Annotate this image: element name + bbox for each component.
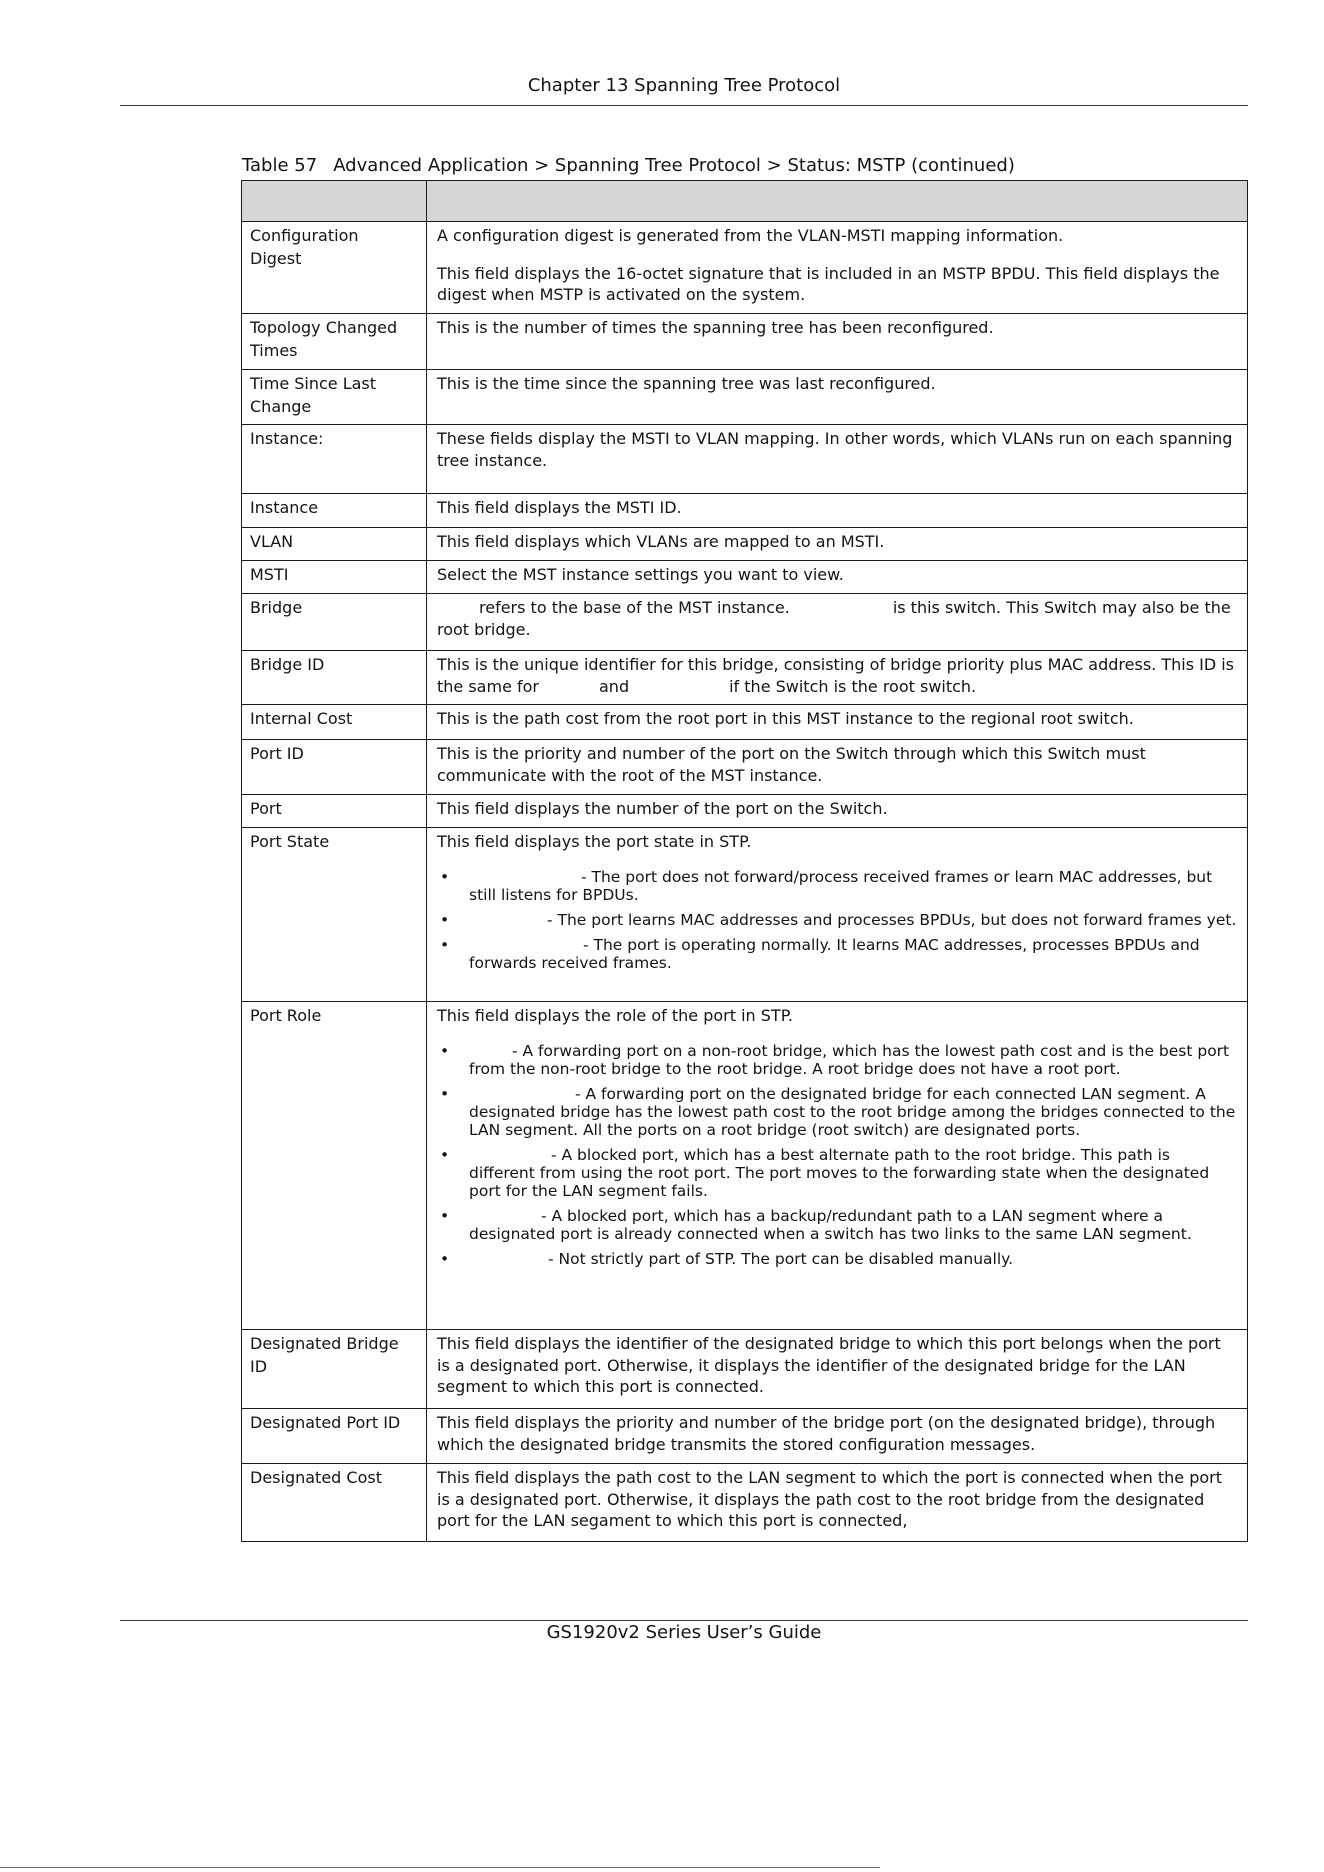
row-label: Bridge ID	[242, 651, 427, 705]
list-item	[437, 936, 1237, 972]
list-item-text: - Not strictly part of STP. The port can be disabled manually.	[548, 1249, 1014, 1268]
list-item	[437, 911, 1237, 929]
row-label: Port Role	[242, 1002, 427, 1330]
description-paragraph: This field displays the role of the port in STP.	[437, 1006, 793, 1025]
bullet-glyph: •	[440, 1206, 450, 1225]
row-label: Bridge	[242, 594, 427, 651]
list-item	[437, 1146, 1237, 1200]
row-description	[427, 1002, 1248, 1330]
blank-term-gap	[629, 691, 729, 692]
list-item-text: - A forwarding port on the designated bridge for each connected LAN segment. A designated bridge has the lowest path cost to the root bridge among the bridges connected to the LAN segment. All the ports on a root bridge (root switch) are designated ports.	[469, 1084, 1236, 1139]
list-item	[437, 1207, 1237, 1243]
row-description	[427, 740, 1248, 795]
description-paragraph: This field displays which VLANs are mapped to an MSTI.	[437, 532, 885, 551]
row-label: VLAN	[242, 528, 427, 561]
blank-term-gap	[469, 1220, 541, 1221]
row-label: Internal Cost	[242, 705, 427, 740]
row-description	[427, 314, 1248, 370]
blank-term-gap	[469, 1159, 551, 1160]
row-label: Designated Port ID	[242, 1409, 427, 1464]
header-cell-label	[242, 181, 427, 222]
bullet-glyph: •	[440, 1249, 450, 1268]
blank-term-gap	[469, 924, 547, 925]
row-label: Port	[242, 795, 427, 828]
table-header-row	[242, 181, 1248, 222]
row-label: Topology Changed Times	[242, 314, 427, 370]
row-instance-section	[242, 425, 1248, 494]
description-paragraph: Select the MST instance settings you want to view.	[437, 565, 844, 584]
list-item-text: - The port learns MAC addresses and processes BPDUs, but does not forward frames yet.	[547, 910, 1237, 929]
row-internal-cost	[242, 705, 1248, 740]
row-description	[427, 494, 1248, 528]
blank-term-gap	[469, 1263, 548, 1264]
row-description	[427, 651, 1248, 705]
row-label: MSTI	[242, 561, 427, 594]
field-description-table	[241, 180, 1248, 1542]
row-label: Configuration Digest	[242, 222, 427, 314]
description-segment: refers to the base of the MST instance.	[479, 598, 790, 617]
row-label: Port ID	[242, 740, 427, 795]
description-paragraph: This is the time since the spanning tree was last reconfigured.	[437, 374, 936, 393]
row-designated-cost	[242, 1464, 1248, 1542]
description-paragraph: This field displays the path cost to the LAN segment to which the port is connected when the port is a designated port. Otherwise, it displays the path cost to the root bridge from the designated port for the LAN segament to which this port is connected,	[437, 1468, 1222, 1531]
list-item	[437, 1250, 1237, 1268]
description-paragraph: This field displays the 16-octet signature that is included in an MSTP BPDU. This field displays the digest when MSTP is activated on the system.	[437, 263, 1220, 305]
row-designated-port-id	[242, 1409, 1248, 1464]
header-rule	[120, 105, 1248, 106]
bullet-glyph: •	[440, 935, 450, 954]
row-label: Time Since Last Change	[242, 370, 427, 425]
row-description	[427, 828, 1248, 1002]
row-label: Designated Bridge ID	[242, 1330, 427, 1409]
description-segment: is this switch. This Switch may also be the root bridge.	[437, 598, 1231, 639]
blank-term-gap	[469, 1055, 512, 1056]
list-item-text: - A blocked port, which has a best alternate path to the root bridge. This path is different from using the root port. The port moves to the forwarding state when the designated port for the LAN segment fails.	[469, 1145, 1210, 1200]
row-description	[427, 370, 1248, 425]
table-title: Advanced Application > Spanning Tree Protocol > Status: MSTP (continued)	[333, 155, 1015, 176]
row-bridge	[242, 594, 1248, 651]
bullet-glyph: •	[440, 1041, 450, 1060]
blank-term-gap	[469, 1098, 575, 1099]
description-paragraph: This field displays the MSTI ID.	[437, 498, 682, 517]
bullet-glyph: •	[440, 1145, 450, 1164]
list-item	[437, 1085, 1237, 1139]
row-designated-bridge-id	[242, 1330, 1248, 1409]
table-caption	[242, 154, 1015, 178]
description-paragraph: These fields display the MSTI to VLAN mapping. In other words, which VLANs run on each spanning tree instance.	[437, 429, 1233, 470]
description-segment: if the Switch is the root switch.	[729, 676, 977, 696]
row-description	[427, 594, 1248, 651]
row-time-since-last-change	[242, 370, 1248, 425]
row-configuration-digest	[242, 222, 1248, 314]
row-label: Port State	[242, 828, 427, 1002]
bullet-glyph: •	[440, 1084, 450, 1103]
row-label: Designated Cost	[242, 1464, 427, 1542]
footer-guide-title: GS1920v2 Series User’s Guide	[546, 1622, 822, 1643]
list-item-text: - A blocked port, which has a backup/redundant path to a LAN segment where a designated port is already connected when a switch has two links to the same LAN segment.	[469, 1206, 1192, 1243]
blank-term-gap	[790, 612, 893, 613]
description-paragraph: This field displays the identifier of the designated bridge to which this port belongs when the port is a designated port. Otherwise, it displays the identifier of the designated bridge for the LAN segment to which this port is connected.	[437, 1334, 1221, 1397]
description-paragraph	[437, 597, 1237, 640]
row-msti	[242, 561, 1248, 594]
scan-edge-line	[0, 1867, 880, 1868]
description-paragraph: This is the priority and number of the port on the Switch through which this Switch must communicate with the root of the MST instance.	[437, 744, 1146, 785]
list-item-text: - The port does not forward/process received frames or learn MAC addresses, but still listens for BPDUs.	[469, 867, 1213, 904]
port-role-list	[437, 1042, 1237, 1268]
row-description	[427, 1330, 1248, 1409]
blank-term-gap	[437, 612, 479, 613]
row-label: Instance:	[242, 425, 427, 494]
description-paragraph: This is the number of times the spanning tree has been reconfigured.	[437, 318, 994, 337]
chapter-title: Chapter 13 Spanning Tree Protocol	[527, 75, 841, 96]
port-state-list	[437, 868, 1237, 972]
description-paragraph	[437, 654, 1237, 697]
row-port-id	[242, 740, 1248, 795]
description-paragraph: This is the path cost from the root port in this MST instance to the regional root switch.	[437, 709, 1134, 728]
row-description	[427, 1464, 1248, 1542]
row-port	[242, 795, 1248, 828]
description-paragraph: This field displays the number of the port on the Switch.	[437, 799, 888, 818]
row-description	[427, 425, 1248, 494]
header-cell-description	[427, 181, 1248, 222]
description-segment: and	[599, 676, 630, 696]
row-description	[427, 561, 1248, 594]
row-label: Instance	[242, 494, 427, 528]
blank-term-gap	[539, 691, 599, 692]
bullet-glyph: •	[440, 867, 450, 886]
description-paragraph: A configuration digest is generated from the VLAN-MSTI mapping information.	[437, 226, 1064, 245]
list-item	[437, 1042, 1237, 1078]
blank-term-gap	[469, 881, 581, 882]
row-bridge-id	[242, 651, 1248, 705]
bullet-glyph: •	[440, 910, 450, 929]
row-description	[427, 528, 1248, 561]
row-description	[427, 1409, 1248, 1464]
list-item-text: - A forwarding port on a non-root bridge, which has the lowest path cost and is the best port from the non-root bridge to the root bridge. A root bridge does not have a root port.	[469, 1041, 1230, 1078]
table-number: Table 57	[242, 155, 318, 176]
row-topology-changed-times	[242, 314, 1248, 370]
row-port-state	[242, 828, 1248, 1002]
list-item	[437, 868, 1237, 904]
description-paragraph: This field displays the port state in STP.	[437, 832, 752, 851]
blank-term-gap	[469, 949, 583, 950]
row-instance	[242, 494, 1248, 528]
row-description	[427, 795, 1248, 828]
row-vlan	[242, 528, 1248, 561]
row-port-role	[242, 1002, 1248, 1330]
description-segment: This is the unique identifier for this bridge, consisting of bridge priority plus MAC address. This ID is the same for	[437, 655, 1235, 696]
list-item-text: - The port is operating normally. It learns MAC addresses, processes BPDUs and forwards received frames.	[469, 935, 1200, 972]
row-description	[427, 222, 1248, 314]
row-description	[427, 705, 1248, 740]
description-paragraph: This field displays the priority and number of the bridge port (on the designated bridge), through which the designated bridge transmits the stored configuration messages.	[437, 1413, 1216, 1454]
